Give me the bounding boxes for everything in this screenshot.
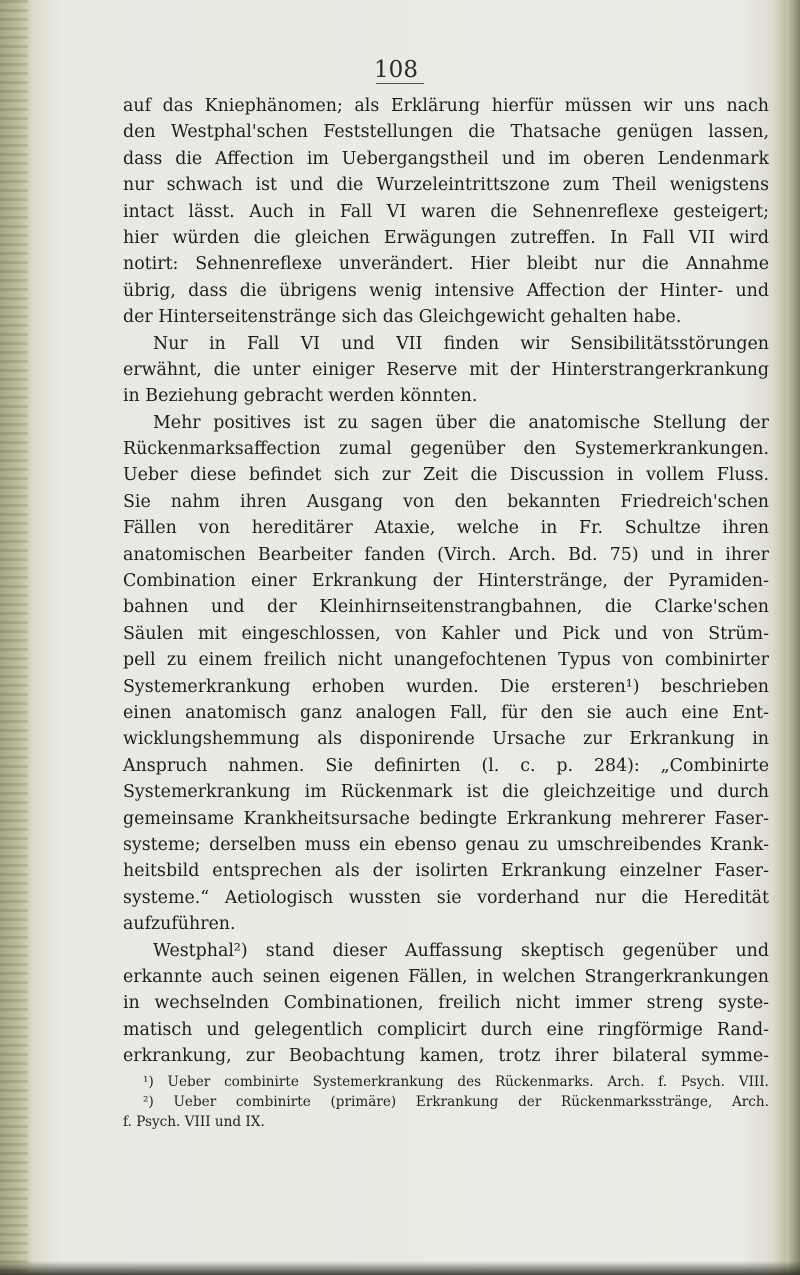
text-line: anatomischen Bearbeiter fanden (Virch. Arch. Bd. 75) und in ihrer: [123, 544, 769, 565]
page-number: 108: [374, 57, 418, 83]
text-line: gemeinsame Krankheitsursache bedingte Erkrankung mehrerer Faser-: [123, 808, 769, 829]
text-line: heitsbild entsprechen als der isolirten Erkrankung einzelner Faser-: [123, 861, 769, 882]
text-line: erkannte auch seinen eigenen Fällen, in welchen Strangerkrankungen: [123, 966, 769, 987]
book-spine-edge: [0, 0, 28, 1275]
text-line: pell zu einem freilich nicht unangefochtenen Typus von combinirter: [123, 650, 769, 671]
text-line: nur schwach ist und die Wurzeleintrittszone zum Theil wenigstens: [123, 175, 769, 196]
text-line: Nur in Fall VI und VII finden wir Sensibilitätsstörungen: [153, 333, 769, 354]
text-line: Combination einer Erkrankung der Hinterstränge, der Pyramiden-: [123, 571, 769, 592]
text-line: bahnen und der Kleinhirnseitenstrangbahnen, die Clarke'schen: [123, 597, 769, 618]
text-line: intact lässt. Auch in Fall VI waren die Sehnenreflexe gesteigert;: [123, 201, 769, 222]
footnotes: [123, 1072, 769, 1132]
text-line: aufzuführen.: [123, 914, 236, 935]
page-bottom-shadow: [0, 1261, 800, 1275]
page-number-underline: [376, 83, 424, 84]
text-line: notirt: Sehnenreflexe unverändert. Hier bleibt nur die Annahme: [123, 254, 769, 275]
footnote: ²) Ueber combinirte (primäre) Erkrankung der Rückenmarksstränge, Arch.: [143, 1094, 769, 1110]
text-line: Westphal²) stand dieser Auffassung skeptisch gegenüber und: [153, 940, 769, 961]
text-line: systeme.“ Aetiologisch wussten sie vorderhand nur die Heredität: [123, 887, 769, 908]
text-line: Rückenmarksaffection zumal gegenüber den Systemerkrankungen.: [123, 439, 769, 460]
text-line: Ueber diese befindet sich zur Zeit die Discussion in vollem Fluss.: [123, 465, 769, 486]
text-line: übrig, dass die übrigens wenig intensive Affection der Hinter- und: [123, 280, 769, 301]
text-line: einen anatomisch ganz analogen Fall, für den sie auch eine Ent-: [123, 702, 769, 723]
text-line: Systemerkrankung im Rückenmark ist die gleichzeitige und durch: [123, 782, 769, 803]
text-line: Fällen von hereditärer Ataxie, welche in Fr. Schultze ihren: [123, 518, 769, 539]
text-line: erkrankung, zur Beobachtung kamen, trotz ihrer bilateral symme-: [123, 1046, 769, 1067]
text-line: Säulen mit eingeschlossen, von Kahler und Pick und von Strüm-: [123, 623, 769, 644]
text-line: Mehr positives ist zu sagen über die anatomische Stellung der: [153, 412, 769, 433]
body-text: [123, 93, 769, 1069]
footnote: ¹) Ueber combinirte Systemerkrankung des Rückenmarks. Arch. f. Psych. VIII.: [143, 1074, 769, 1090]
text-line: hier würden die gleichen Erwägungen zutreffen. In Fall VII wird: [123, 227, 769, 248]
text-line: erwähnt, die unter einiger Reserve mit der Hinterstrangerkrankung: [123, 359, 769, 380]
text-line: der Hinterseitenstränge sich das Gleichgewicht gehalten habe.: [123, 307, 682, 328]
text-line: in wechselnden Combinationen, freilich nicht immer streng syste-: [123, 993, 769, 1014]
footnote: f. Psych. VIII und IX.: [123, 1114, 265, 1130]
page-edge-right: [786, 0, 800, 1275]
text-line: matisch und gelegentlich complicirt durch eine ringförmige Rand-: [123, 1019, 769, 1040]
text-line: Sie nahm ihren Ausgang von den bekannten Friedreich'schen: [123, 491, 769, 512]
text-line: auf das Kniephänomen; als Erklärung hierfür müssen wir uns nach: [123, 96, 769, 116]
text-line: in Beziehung gebracht werden könnten.: [123, 386, 478, 407]
text-line: systeme; derselben muss ein ebenso genau zu umschreibendes Krank-: [123, 834, 769, 855]
text-line: Anspruch nahmen. Sie definirten (l. c. p. 284): „Combinirte: [123, 755, 769, 776]
text-line: den Westphal'schen Feststellungen die Thatsache genügen lassen,: [123, 122, 769, 143]
text-line: wicklungshemmung als disponirende Ursache zur Erkrankung in: [123, 729, 769, 750]
text-line: dass die Affection im Uebergangstheil und im oberen Lendenmark: [123, 148, 769, 169]
text-line: Systemerkrankung erhoben wurden. Die ersteren¹) beschrieben: [123, 676, 769, 697]
